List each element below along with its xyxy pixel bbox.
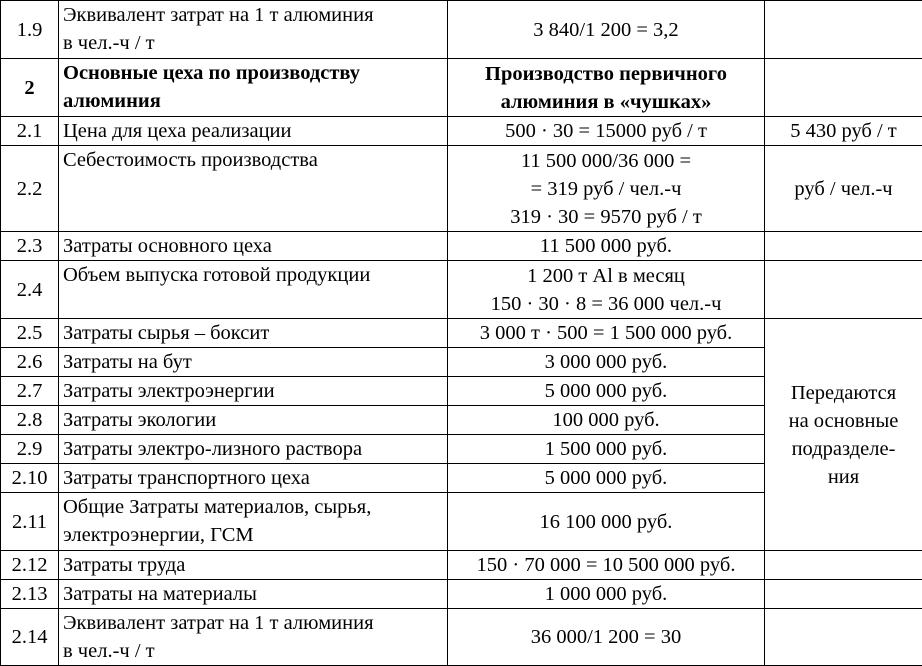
row-calculation: 5 000 000 руб. bbox=[448, 464, 765, 493]
row-number: 2.12 bbox=[1, 551, 59, 580]
row-label: Эквивалент затрат на 1 т алюминия в чел.-ч / т bbox=[59, 1, 448, 59]
row-number: 2.5 bbox=[1, 319, 59, 348]
row-label: Затраты транспортного цеха bbox=[59, 464, 448, 493]
table-row bbox=[1, 261, 922, 319]
row-number: 2.1 bbox=[1, 117, 59, 146]
row-calculation: 100 000 руб. bbox=[448, 406, 765, 435]
row-number: 2.7 bbox=[1, 377, 59, 406]
section-number: 2 bbox=[1, 59, 59, 117]
row-label: Затраты на бут bbox=[59, 348, 448, 377]
row-calculation: 1 200 т Al в месяц 150 · 30 · 8 = 36 000 чел.-ч bbox=[448, 261, 765, 319]
row-number: 2.13 bbox=[1, 580, 59, 609]
row-label: Общие Затраты материалов, сырья, электроэнергии, ГСМ bbox=[59, 493, 448, 551]
row-extra bbox=[765, 580, 922, 609]
row-number: 2.4 bbox=[1, 261, 59, 319]
row-number: 2.2 bbox=[1, 146, 59, 232]
row-label: Затраты труда bbox=[59, 551, 448, 580]
row-label: Затраты электро-лизного раствора bbox=[59, 435, 448, 464]
row-label: Затраты сырья – боксит bbox=[59, 319, 448, 348]
row-extra bbox=[765, 551, 922, 580]
table-row bbox=[1, 232, 922, 261]
row-calculation: 3 000 000 руб. bbox=[448, 348, 765, 377]
row-number: 2.3 bbox=[1, 232, 59, 261]
row-label: Объем выпуска готовой продукции bbox=[59, 261, 448, 319]
table-row bbox=[1, 117, 922, 146]
table-row bbox=[1, 319, 922, 348]
row-extra bbox=[765, 232, 922, 261]
row-extra bbox=[765, 59, 922, 117]
row-calculation: 1 000 000 руб. bbox=[448, 580, 765, 609]
row-number: 2.9 bbox=[1, 435, 59, 464]
row-extra bbox=[765, 261, 922, 319]
row-label: Цена для цеха реализации bbox=[59, 117, 448, 146]
row-label: Затраты электроэнергии bbox=[59, 377, 448, 406]
row-calculation: 36 000/1 200 = 30 bbox=[448, 609, 765, 666]
table-row bbox=[1, 580, 922, 609]
row-label: Затраты основного цеха bbox=[59, 232, 448, 261]
row-extra bbox=[765, 1, 922, 59]
row-extra: 5 430 руб / т bbox=[765, 117, 922, 146]
row-calculation: 11 500 000 руб. bbox=[448, 232, 765, 261]
section-title: Основные цеха по производству алюминия bbox=[59, 59, 448, 117]
row-extra: руб / чел.-ч bbox=[765, 146, 922, 232]
table-row bbox=[1, 609, 922, 666]
row-label: Эквивалент затрат на 1 т алюминия в чел.-ч / т bbox=[59, 609, 448, 666]
row-calculation: 16 100 000 руб. bbox=[448, 493, 765, 551]
row-number: 2.6 bbox=[1, 348, 59, 377]
section-header-row bbox=[1, 59, 922, 117]
section-subtitle: Производство первичного алюминия в «чушках» bbox=[448, 59, 765, 117]
row-extra bbox=[765, 609, 922, 666]
row-label: Себестоимость производства bbox=[59, 146, 448, 232]
table-row bbox=[1, 1, 922, 59]
merged-note-cell: Передаются на основные подразделе- ния bbox=[765, 319, 922, 551]
table-row bbox=[1, 551, 922, 580]
row-calculation: 150 · 70 000 = 10 500 000 руб. bbox=[448, 551, 765, 580]
row-calculation: 3 840/1 200 = 3,2 bbox=[448, 1, 765, 59]
row-number: 2.14 bbox=[1, 609, 59, 666]
row-number: 2.8 bbox=[1, 406, 59, 435]
row-number: 2.10 bbox=[1, 464, 59, 493]
row-calculation: 5 000 000 руб. bbox=[448, 377, 765, 406]
row-label: Затраты на материалы bbox=[59, 580, 448, 609]
row-calculation: 500 · 30 = 15000 руб / т bbox=[448, 117, 765, 146]
row-number: 2.11 bbox=[1, 493, 59, 551]
row-calculation: 1 500 000 руб. bbox=[448, 435, 765, 464]
row-label: Затраты экологии bbox=[59, 406, 448, 435]
row-calculation: 11 500 000/36 000 = = 319 руб / чел.-ч 319 · 30 = 9570 руб / т bbox=[448, 146, 765, 232]
row-calculation: 3 000 т · 500 = 1 500 000 руб. bbox=[448, 319, 765, 348]
table-row bbox=[1, 146, 922, 232]
row-number: 1.9 bbox=[1, 1, 59, 59]
